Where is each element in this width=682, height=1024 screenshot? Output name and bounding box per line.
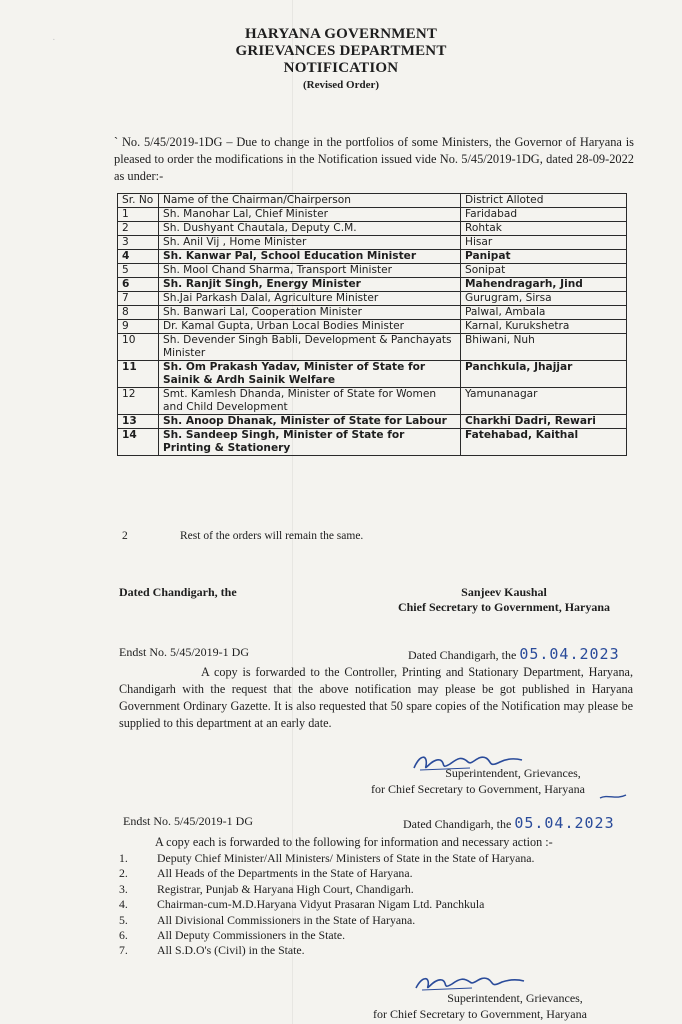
row-district: Hisar — [461, 236, 627, 250]
list-item-number: 2. — [119, 866, 128, 881]
row-district: Charkhi Dadri, Rewari — [461, 415, 627, 429]
row-sr-no: 5 — [118, 264, 159, 278]
signatory-title: Chief Secretary to Government, Haryana — [397, 600, 611, 614]
row-name: Sh. Banwari Lal, Cooperation Minister — [159, 306, 461, 320]
header-name: Name of the Chairman/Chairperson — [159, 194, 461, 208]
list-item — [119, 882, 534, 897]
table-row — [118, 292, 627, 306]
superintendent-for-1: for Chief Secretary to Government, Haryana — [371, 782, 585, 796]
row-sr-no: 7 — [118, 292, 159, 306]
allocation-table — [117, 193, 627, 456]
list-item-number: 7. — [119, 943, 128, 958]
table-row — [118, 264, 627, 278]
row-name: Sh. Manohar Lal, Chief Minister — [159, 208, 461, 222]
list-item — [119, 897, 534, 912]
superintendent-title-1: Superintendent, Grievances, — [445, 766, 581, 780]
dated-chandigarh-label: Dated Chandigarh, the — [119, 585, 237, 599]
row-sr-no: 9 — [118, 320, 159, 334]
rest-number: 2 — [122, 530, 128, 542]
list-item-number: 3. — [119, 881, 128, 896]
row-district: Sonipat — [461, 264, 627, 278]
header-government: HARYANA GOVERNMENT — [244, 26, 438, 42]
list-item-text: All Divisional Commissioners in the State of Haryana. — [157, 912, 416, 927]
list-item — [119, 943, 534, 958]
row-name: Sh. Mool Chand Sharma, Transport Minister — [159, 264, 461, 278]
row-sr-no: 8 — [118, 306, 159, 320]
row-district: Panchkula, Jhajjar — [461, 361, 627, 388]
header-department: GRIEVANCES DEPARTMENT — [235, 43, 447, 59]
table-row — [118, 361, 627, 388]
list-item-number: 4. — [119, 897, 128, 912]
table-row — [118, 334, 627, 361]
header-notification: NOTIFICATION — [283, 60, 399, 76]
superintendent-for-2: for Chief Secretary to Government, Haryana — [373, 1007, 587, 1021]
list-item — [119, 866, 534, 881]
list-item-text: All S.D.O's (Civil) in the State. — [157, 943, 305, 958]
row-sr-no: 12 — [118, 388, 159, 415]
row-district: Rohtak — [461, 222, 627, 236]
list-item-text: Deputy Chief Minister/All Ministers/ Ministers of State in the State of Haryana. — [157, 851, 535, 865]
list-item-number: 1. — [119, 851, 128, 865]
superintendent-title-2: Superintendent, Grievances, — [447, 991, 583, 1005]
row-sr-no: 10 — [118, 334, 159, 361]
pen-stroke-mark — [598, 792, 628, 802]
row-district: Fatehabad, Kaithal — [461, 429, 627, 456]
row-sr-no: 14 — [118, 429, 159, 456]
row-sr-no: 1 — [118, 208, 159, 222]
row-sr-no: 2 — [118, 222, 159, 236]
table-row — [118, 236, 627, 250]
header-sr-no: Sr. No — [118, 194, 159, 208]
row-name: Sh. Dushyant Chautala, Deputy C.M. — [159, 222, 461, 236]
handwritten-date-2: 05.04.2023 — [514, 814, 615, 832]
forwarding-paragraph-1: A copy is forwarded to the Controller, Printing and Stationary Department, Haryana, Chandigarh with the request that the above notification may please be got published in Haryana Government Ordinary Gazette. It is also requested that 50 spare copies of the Notification may please be supplied to this department at an early date. — [119, 665, 633, 730]
table-row — [118, 306, 627, 320]
superintendent-block-2 — [330, 990, 630, 1022]
row-sr-no: 13 — [118, 415, 159, 429]
list-item-text: Chairman-cum-M.D.Haryana Vidyut Prasaran Nigam Ltd. Panchkula — [157, 897, 485, 912]
endorsement-date-label-1: Dated Chandigarh, the — [408, 648, 517, 662]
row-district: Gurugram, Sirsa — [461, 292, 627, 306]
document-header — [0, 26, 682, 92]
list-item-text: All Heads of the Departments in the State of Haryana. — [157, 866, 413, 881]
row-district: Panipat — [461, 250, 627, 264]
rest-text: Rest of the orders will remain the same. — [180, 530, 364, 542]
list-item-text: All Deputy Commissioners in the State. — [157, 928, 346, 943]
table-header-row — [118, 194, 627, 208]
row-name: Sh. Ranjit Singh, Energy Minister — [159, 278, 461, 292]
table-row — [118, 278, 627, 292]
list-item — [119, 928, 534, 943]
signatory-name: Sanjeev Kaushal — [461, 585, 547, 599]
table-row — [118, 208, 627, 222]
scan-speck-mark: · — [52, 34, 56, 46]
row-name: Sh.Jai Parkash Dalal, Agriculture Minister — [159, 292, 461, 306]
row-district: Mahendragarh, Jind — [461, 278, 627, 292]
table-row — [118, 250, 627, 264]
row-name: Sh. Anil Vij , Home Minister — [159, 236, 461, 250]
table-row — [118, 222, 627, 236]
list-item — [119, 851, 534, 866]
signatory-block — [374, 585, 634, 615]
table-row — [118, 415, 627, 429]
row-name: Sh. Om Prakash Yadav, Minister of State for Sainik & Ardh Sainik Welfare — [159, 361, 461, 388]
list-item-number: 5. — [119, 912, 128, 927]
superintendent-block-1 — [328, 765, 628, 797]
row-name: Smt. Kamlesh Dhanda, Minister of State for Women and Child Development — [159, 388, 461, 415]
table-row — [118, 429, 627, 456]
intro-paragraph: ` No. 5/45/2019-1DG – Due to change in the portfolios of some Ministers, the Governor of Haryana is pleased to order the modifications in the Notification issued vide No. 5/45/2019-1DG, dated 28-09-2022 as under:- — [114, 135, 634, 183]
forwarding-paragraph-2: A copy each is forwarded to the following for information and necessary action :- — [155, 835, 553, 849]
row-district: Palwal, Ambala — [461, 306, 627, 320]
list-item-text: Registrar, Punjab & Haryana High Court, Chandigarh. — [157, 881, 414, 896]
table-row — [118, 388, 627, 415]
endorsement-number-1: Endst No. 5/45/2019-1 DG — [119, 645, 249, 659]
row-name: Sh. Kanwar Pal, School Education Minister — [159, 250, 461, 264]
header-district: District Alloted — [461, 194, 627, 208]
endorsement-date-1 — [408, 645, 620, 663]
row-district: Bhiwani, Nuh — [461, 334, 627, 361]
table-row — [118, 320, 627, 334]
endorsement-date-2 — [403, 814, 615, 832]
row-name: Sh. Sandeep Singh, Minister of State for Printing & Stationery — [159, 429, 461, 456]
rest-of-orders-line — [122, 530, 363, 542]
list-item — [119, 913, 534, 928]
header-revised-order: (Revised Order) — [302, 79, 380, 91]
row-sr-no: 6 — [118, 278, 159, 292]
row-district: Karnal, Kurukshetra — [461, 320, 627, 334]
handwritten-date-1: 05.04.2023 — [519, 645, 620, 663]
row-sr-no: 4 — [118, 250, 159, 264]
row-sr-no: 11 — [118, 361, 159, 388]
endorsement-number-2: Endst No. 5/45/2019-1 DG — [123, 814, 253, 828]
row-name: Dr. Kamal Gupta, Urban Local Bodies Minister — [159, 320, 461, 334]
row-name: Sh. Anoop Dhanak, Minister of State for Labour — [159, 415, 461, 429]
row-district: Faridabad — [461, 208, 627, 222]
row-name: Sh. Devender Singh Babli, Development & Panchayats Minister — [159, 334, 461, 361]
endorsement-date-label-2: Dated Chandigarh, the — [403, 817, 512, 831]
distribution-list — [119, 851, 534, 959]
row-sr-no: 3 — [118, 236, 159, 250]
row-district: Yamunanagar — [461, 388, 627, 415]
list-item-number: 6. — [119, 928, 128, 943]
